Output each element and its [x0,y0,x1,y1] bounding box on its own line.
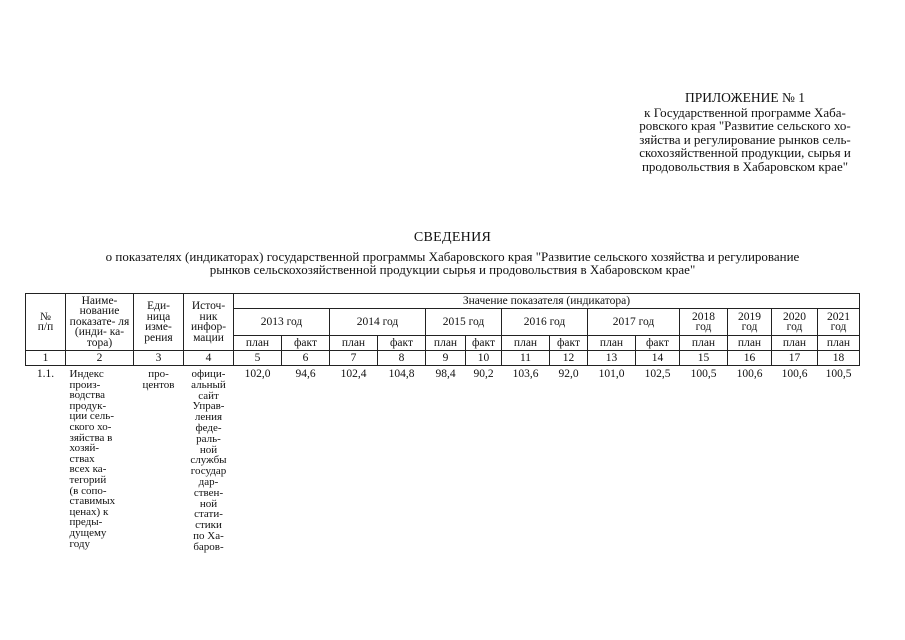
value-cell: 100,6 [781,368,808,380]
header-plan: план [772,336,818,351]
header-fact: факт [378,336,426,351]
header-fact: факт [466,336,502,351]
indicators-table [25,293,860,553]
value-cell: 101,0 [598,368,625,380]
row-name [66,366,134,553]
col-number: 9 [426,351,466,366]
appendix-line: к Государственной программе Хаба- [644,104,846,120]
value-cell: 94,6 [295,368,316,380]
col-number: 11 [502,351,550,366]
col-number: 7 [330,351,378,366]
header-plan: план [502,336,550,351]
col-number: 8 [378,351,426,366]
header-fact: факт [550,336,588,351]
row-source-line: сайт [198,389,219,402]
row-unit-line: центов [142,378,175,391]
row-source-line: государ [190,465,227,478]
header-year: 2016 год [502,309,588,336]
header-year: 2020 год [772,309,818,336]
row-name-line: продук- [69,399,107,412]
value-cell: 100,5 [690,368,717,380]
header-plan: план [680,336,728,351]
row-name-line: Индекс [69,368,104,380]
header-source: Источ- ник инфор- мации [184,294,234,351]
value-cell: 102,5 [644,368,671,380]
header-plan: план [426,336,466,351]
appendix-heading: ПРИЛОЖЕНИЕ № 1 [684,90,806,105]
row-name-line: произ- [69,378,101,391]
row-name-lines [70,369,128,549]
value-cell: 102,0 [244,368,271,380]
row-name-line: году [69,537,91,550]
row-name-line: хозяй- [69,442,100,455]
row-name-line: (в сопо- [69,484,107,497]
row-name-line: тегорий [69,473,107,486]
header-year: 2013 год [234,309,330,336]
header-name: Наиме- нование показате- ля (инди- ка-тора) [66,294,134,351]
row-source-line: альный [191,378,226,391]
col-number: 14 [636,351,680,366]
row-source-line: Управ- [192,400,225,413]
row-name-line: водства [69,389,106,402]
header-plan: план [818,336,860,351]
document-title: СВЕДЕНИЯ [413,230,492,245]
value-cell: 102,4 [340,368,367,380]
col-number: 17 [772,351,818,366]
header-unit: Еди- ница изме- рения [134,294,184,351]
subtitle-line: о показателях (индикаторах) государственной программы Хабаровского края "Развитие сельского хозяйства и регулирование [105,249,800,264]
header-year: 2014 год [330,309,426,336]
row-source-line: службы [190,454,227,467]
row-number: 1.1. [36,368,55,380]
document-subtitle [30,250,875,276]
row-source-line: по Ха- [193,529,224,542]
appendix-line: скохозяйственной продукции, сырья и [639,145,851,160]
value-cell: 103,6 [512,368,539,380]
header-year: 2017 год [588,309,680,336]
col-number: 2 [66,351,134,366]
col-number: 5 [234,351,282,366]
header-fact: факт [282,336,330,351]
row-name-line: ции сель- [69,410,114,423]
row-source-line: дар- [198,475,219,488]
header-year: 2018 год [680,309,728,336]
value-cell: 90,2 [473,368,494,380]
row-unit-line: про- [148,368,169,380]
header-fact: факт [636,336,680,351]
col-number: 10 [466,351,502,366]
header-plan: план [728,336,772,351]
row-name-line: преды- [69,516,103,529]
value-cell: 100,5 [825,368,852,380]
appendix-block [605,91,885,173]
appendix-line: продовольствия в Хабаровском крае" [641,158,849,174]
row-name-line: ствах [69,452,95,465]
row-source-line: стати- [194,508,223,521]
row-source-line: офици- [191,368,226,380]
header-group: Значение показателя (индикатора) [234,294,860,309]
col-number: 6 [282,351,330,366]
row-source-lines [184,369,234,553]
row-source-line: ления [194,411,223,424]
appendix-line: зяйства и регулирование рынков сель- [639,131,851,147]
header-plan: план [234,336,282,351]
col-number: 3 [134,351,184,366]
col-number: 4 [184,351,234,366]
row-unit [134,366,184,553]
row-source-line: феде- [195,421,222,434]
row-source [184,366,234,553]
row-name-line: ценах) к [69,505,109,518]
value-cell: 98,4 [435,368,456,380]
col-number: 18 [818,351,860,366]
row-source-line: ной [199,497,218,510]
value-cell: 104,8 [388,368,415,380]
col-number: 15 [680,351,728,366]
subtitle-line: рынков сельскохозяйственной продукции сырья и продовольствия в Хабаровском крае" [209,262,696,277]
table-row [26,366,860,553]
header-plan: план [330,336,378,351]
row-name-line: ского хо- [69,420,112,433]
header-year: 2019 год [728,309,772,336]
row-source-line: стики [195,519,222,532]
row-name-line: зяйства в [69,431,113,444]
value-cell: 92,0 [558,368,579,380]
value-cell: 100,6 [736,368,763,380]
col-number: 13 [588,351,636,366]
row-source-line: ствен- [193,486,224,499]
row-name-line: ставимых [69,495,116,508]
header-num: № п/п [26,294,66,351]
row-source-line: баров- [193,540,224,553]
row-unit-lines [134,369,184,390]
header-plan: план [588,336,636,351]
row-name-line: всех ка- [69,463,107,476]
header-year: 2021 год [818,309,860,336]
header-year: 2015 год [426,309,502,336]
col-number: 1 [26,351,66,366]
row-source-line: раль- [196,432,221,445]
row-name-line: дущему [69,526,107,539]
col-number: 16 [728,351,772,366]
col-number: 12 [550,351,588,366]
row-source-line: ной [199,443,218,456]
appendix-line: ровского края "Развитие сельского хо- [639,118,851,133]
